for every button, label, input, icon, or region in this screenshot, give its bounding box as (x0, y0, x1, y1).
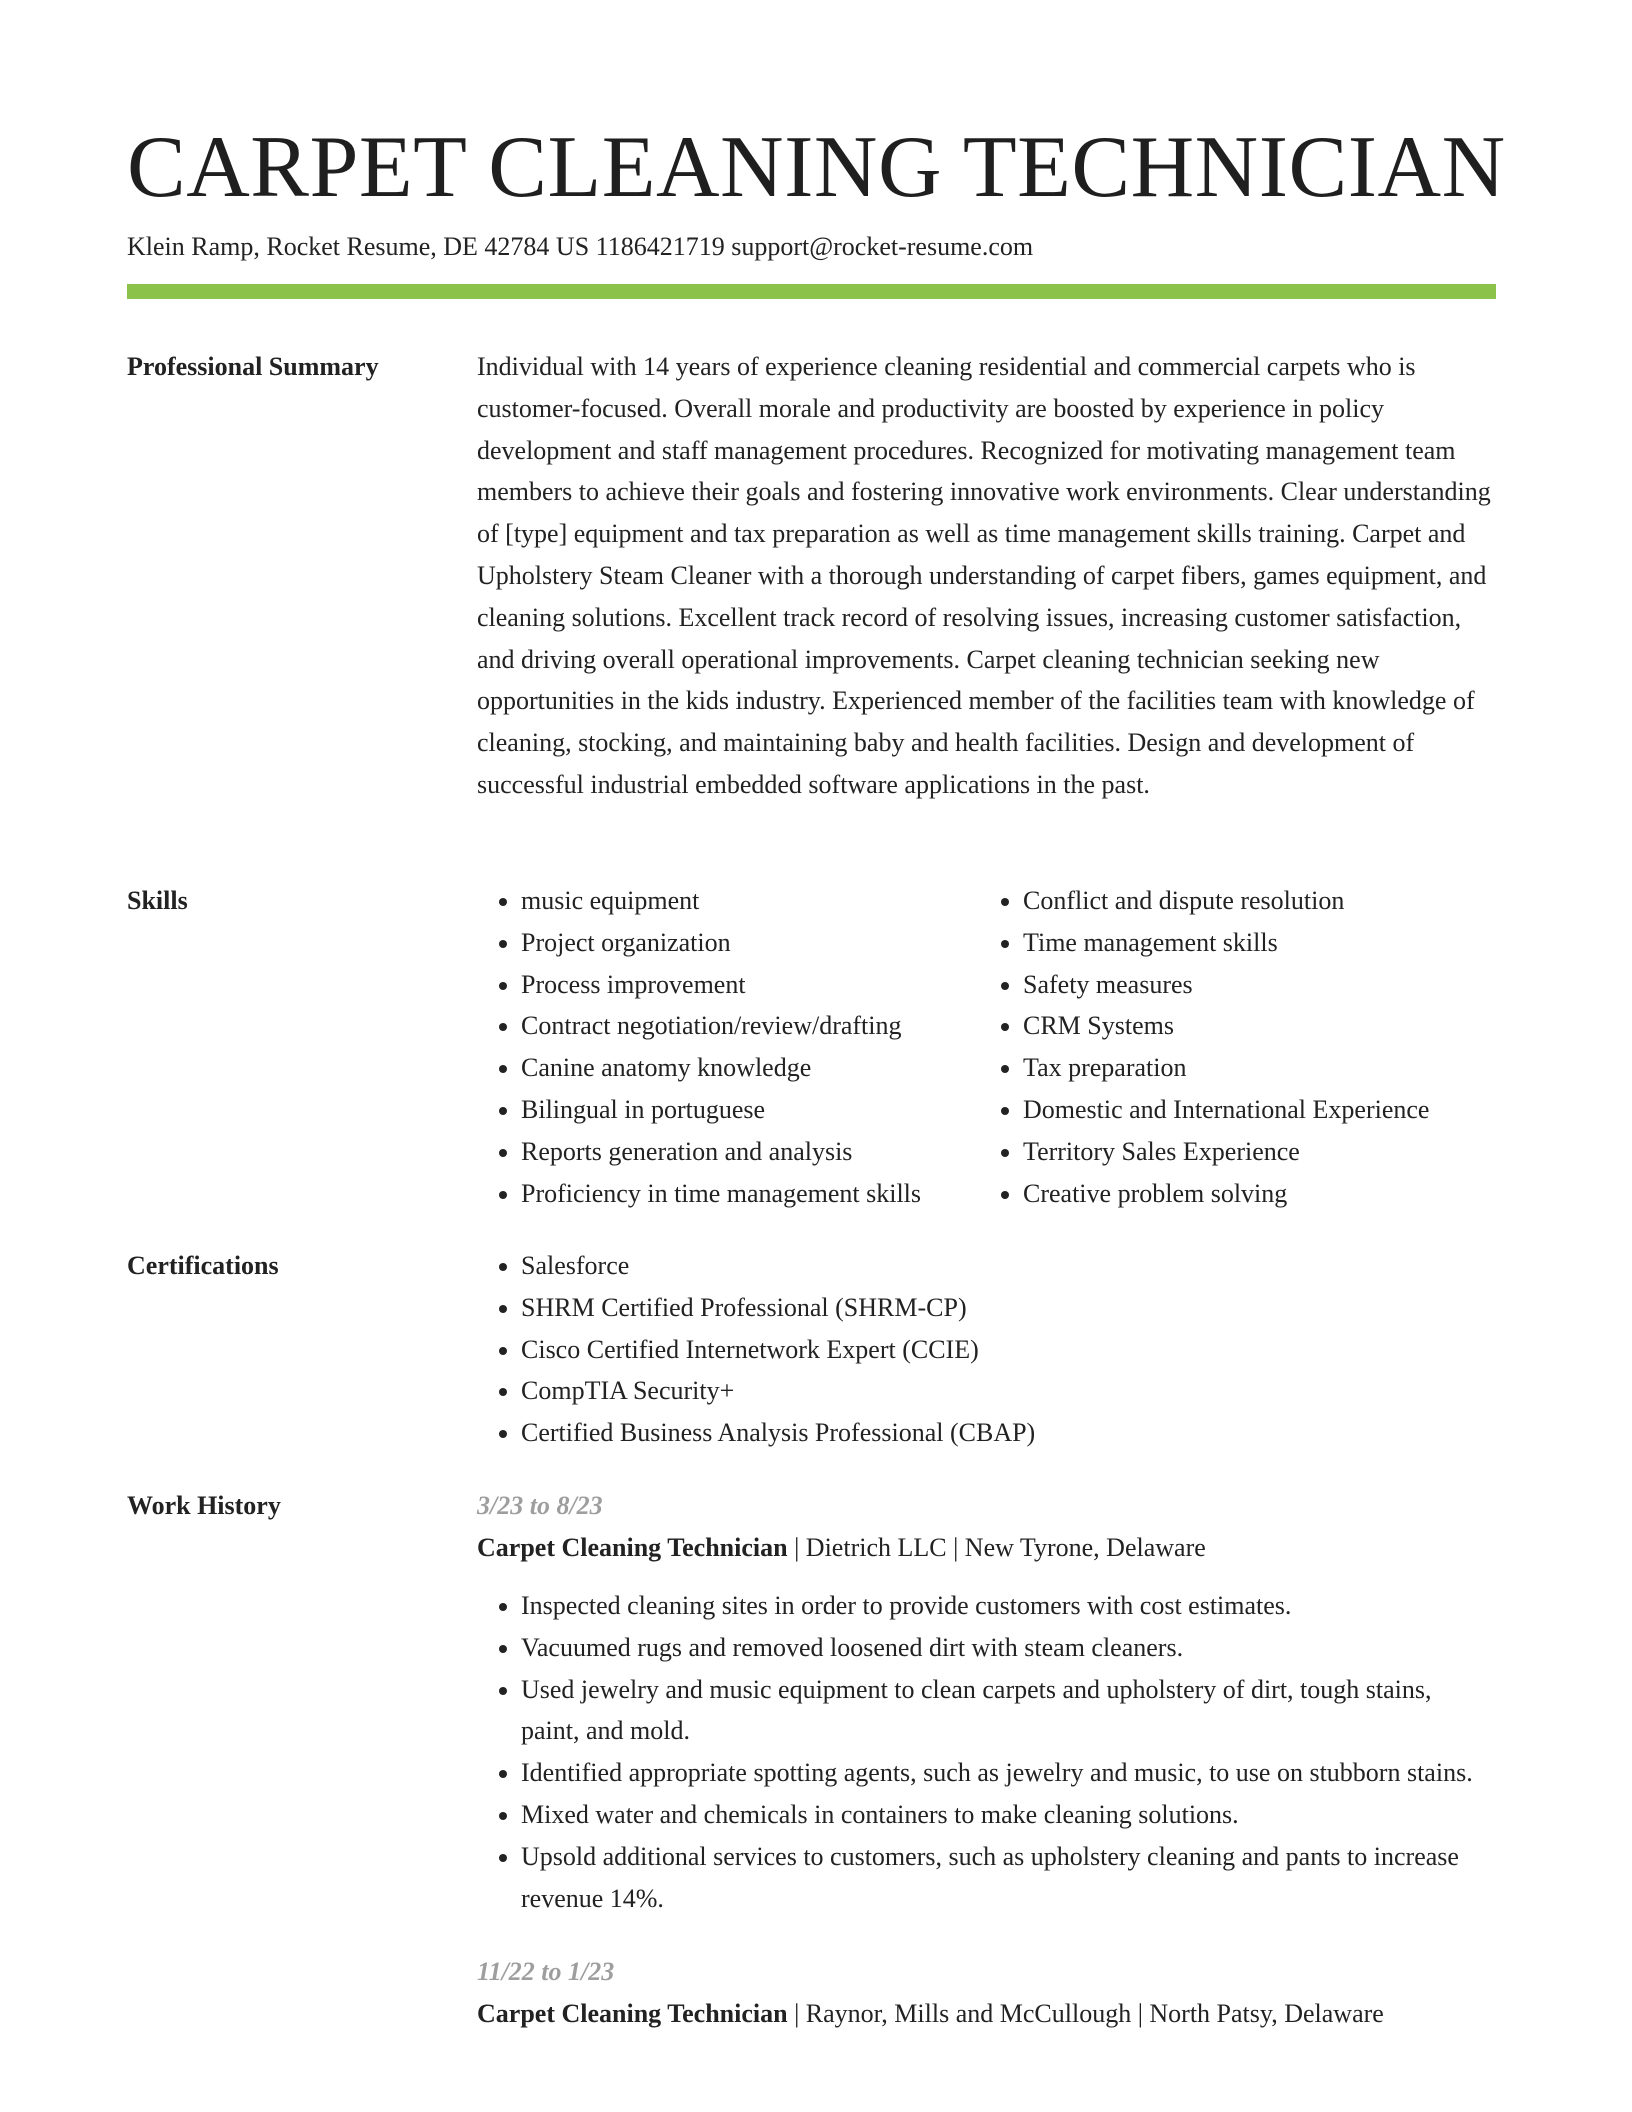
job-duty: • Upsold additional services to customers, such as upholstery cleaning and pants to increase revenue 14%. (521, 1836, 1496, 1920)
work-history-title: Work History (127, 1491, 281, 1520)
skill-item: • Proficiency in time management skills (521, 1173, 979, 1215)
skill-item: • Process improvement (521, 964, 979, 1006)
job-heading (477, 1527, 1496, 1569)
skill-item: • Domestic and International Experience (1023, 1089, 1493, 1131)
certification-item: • Cisco Certified Internetwork Expert (CCIE) (521, 1329, 1496, 1371)
summary-text: Individual with 14 years of experience cleaning residential and commercial carpets who is customer-focused. Overall morale and productivity are boosted by experience in policy development and staff management procedures. Recognized for motivating management team members to achieve their goals and fostering innovative work environments. Clear understanding of [type] equipment and tax preparation as well as time management skills training. Carpet and Upholstery Steam Cleaner with a thorough understanding of carpet fibers, games equipment, and cleaning solutions. Excellent track record of resolving issues, increasing customer satisfaction, and driving overall operational improvements. Carpet cleaning technician seeking new opportunities in the kids industry. Experienced member of the facilities team with knowledge of cleaning, stocking, and maintaining baby and health facilities. Design and development of successful industrial embedded software applications in the past. (477, 352, 1491, 799)
skill-item: • Creative problem solving (1023, 1173, 1493, 1215)
skills-list-right (979, 880, 1493, 1214)
job-employer-location: | Raynor, Mills and McCullough | North Patsy, Delaware (787, 1999, 1384, 2029)
accent-divider (127, 284, 1496, 299)
skill-item: • Canine anatomy knowledge (521, 1047, 979, 1089)
certifications-title: Certifications (127, 1251, 279, 1280)
skill-item: • Tax preparation (1023, 1047, 1493, 1089)
skill-item: • Project organization (521, 922, 979, 964)
skills-list-left (477, 880, 979, 1214)
skill-item: • CRM Systems (1023, 1005, 1493, 1047)
skill-item: • Conflict and dispute resolution (1023, 880, 1493, 922)
job-entry (477, 1951, 1496, 2035)
skills-title: Skills (127, 886, 188, 915)
contact-line: Klein Ramp, Rocket Resume, DE 42784 US 1186421719 support@rocket-resume.com (127, 232, 1034, 261)
skill-item: • Bilingual in portuguese (521, 1089, 979, 1131)
skill-item: • music equipment (521, 880, 979, 922)
job-title: Carpet Cleaning Technician (477, 1533, 788, 1562)
certification-item: • Certified Business Analysis Professional (CBAP) (521, 1412, 1496, 1454)
certifications-list (477, 1245, 1496, 1454)
job-employer-location: | Dietrich LLC | New Tyrone, Delaware (787, 1533, 1206, 1562)
job-duty: • Identified appropriate spotting agents, such as jewelry and music, to use on stubborn stains. (521, 1752, 1496, 1794)
skill-item: • Contract negotiation/review/drafting (521, 1005, 979, 1047)
skill-item: • Safety measures (1023, 964, 1493, 1006)
job-dates: 3/23 to 8/23 (477, 1491, 603, 1520)
skill-item: • Territory Sales Experience (1023, 1131, 1493, 1173)
job-duty: • Used jewelry and music equipment to clean carpets and upholstery of dirt, tough stains, paint, and mold. (521, 1669, 1496, 1753)
job-duty: • Inspected cleaning sites in order to provide customers with cost estimates. (521, 1585, 1496, 1627)
job-title: Carpet Cleaning Technician (477, 1999, 788, 2029)
job-duty: • Vacuumed rugs and removed loosened dirt with steam cleaners. (521, 1627, 1496, 1669)
job-entry (477, 1485, 1496, 1919)
certification-item: • CompTIA Security+ (521, 1370, 1496, 1412)
skill-item: • Reports generation and analysis (521, 1131, 979, 1173)
skills-columns (477, 880, 1496, 1214)
resume-name-heading: CARPET CLEANING TECHNICIAN (127, 119, 1506, 216)
job-duties-list (477, 1585, 1496, 1919)
certification-item: • Salesforce (521, 1245, 1496, 1287)
job-dates: 11/22 to 1/23 (477, 1957, 615, 1987)
summary-title: Professional Summary (127, 352, 379, 381)
job-duty: • Mixed water and chemicals in containers to make cleaning solutions. (521, 1794, 1496, 1836)
certification-item: • SHRM Certified Professional (SHRM-CP) (521, 1287, 1496, 1329)
job-heading (477, 1993, 1496, 2035)
work-history-body (477, 1485, 1496, 2035)
skill-item: • Time management skills (1023, 922, 1493, 964)
